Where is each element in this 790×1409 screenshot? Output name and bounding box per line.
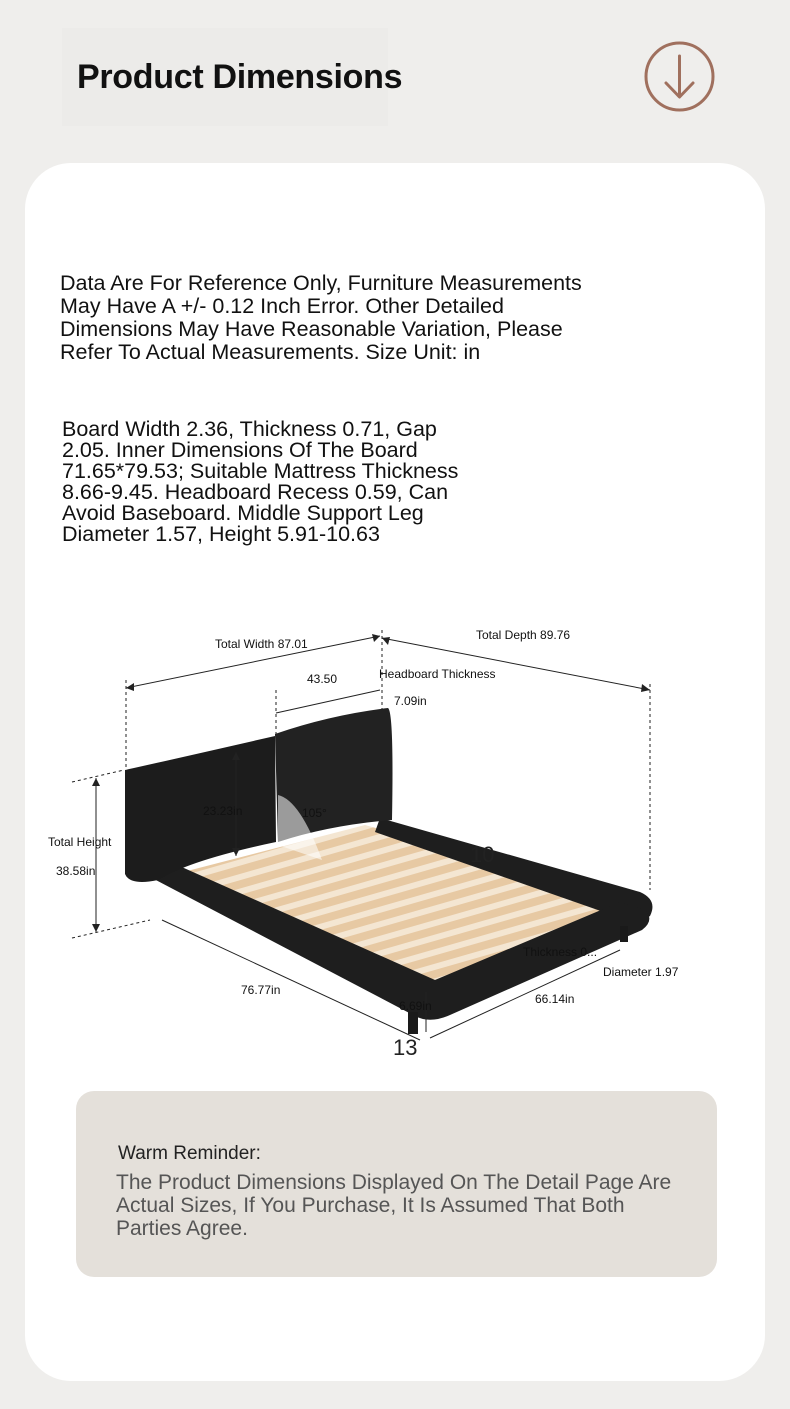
total-depth-label: Total Depth 89.76 [476,628,571,642]
leg-front [408,1012,418,1034]
slat-count-front-label: 13 [393,1035,418,1060]
headboard-height-label: 23.23in [203,804,243,818]
total-height-label: Total Height [48,835,112,849]
headboard-thickness-value: 7.09in [394,694,427,708]
angle-label: 105° [302,806,327,820]
half-width-label: 43.50 [307,672,338,686]
specs-text: Board Width 2.36, Thickness 0.71, Gap 2.05. Inner Dimensions Of The Board 71.65*79.53; Suitable Mattress Thickness 8.66-9.45. Headboard Recess 0.59, Can Avoid Baseboard. Middle Support Leg Diameter 1.57, Height 5.91-10.63 [62,417,459,546]
dim-half-width [276,690,380,713]
clearance-label: 6.69in [399,999,432,1013]
frame-thickness-label: Thickness 0... [523,945,598,959]
bed-dimension-diagram [30,620,730,1070]
arrow-down-circle-icon[interactable] [643,40,716,113]
total-height-value: 38.58in [56,864,96,878]
length-label: 76.77in [241,983,281,997]
page-title: Product Dimensions [77,58,403,96]
leg-right [620,926,628,942]
side-width-label: 66.14in [535,992,575,1006]
total-width-label: Total Width 87.01 [215,637,308,651]
disclaimer-text: Data Are For Reference Only, Furniture Measurements May Have A +/- 0.12 Inch Error. Other Detailed Dimensions May Have Reasonable Variation, Please Refer To Actual Measurements. Size Unit: in [60,271,582,364]
headboard-thickness-label: Headboard Thickness [379,667,496,681]
reminder-title: Warm Reminder: [118,1143,261,1164]
slat-count-side-label: 10 [470,842,495,867]
leg-diameter-label: Diameter 1.97 [603,965,679,979]
warm-reminder-box [76,1091,717,1277]
dim-total-depth [382,638,650,690]
reminder-text: The Product Dimensions Displayed On The Detail Page Are Actual Sizes, If You Purchase, It Is Assumed That Both Parties Agree. [116,1171,672,1240]
bed-illustration [30,620,730,1070]
